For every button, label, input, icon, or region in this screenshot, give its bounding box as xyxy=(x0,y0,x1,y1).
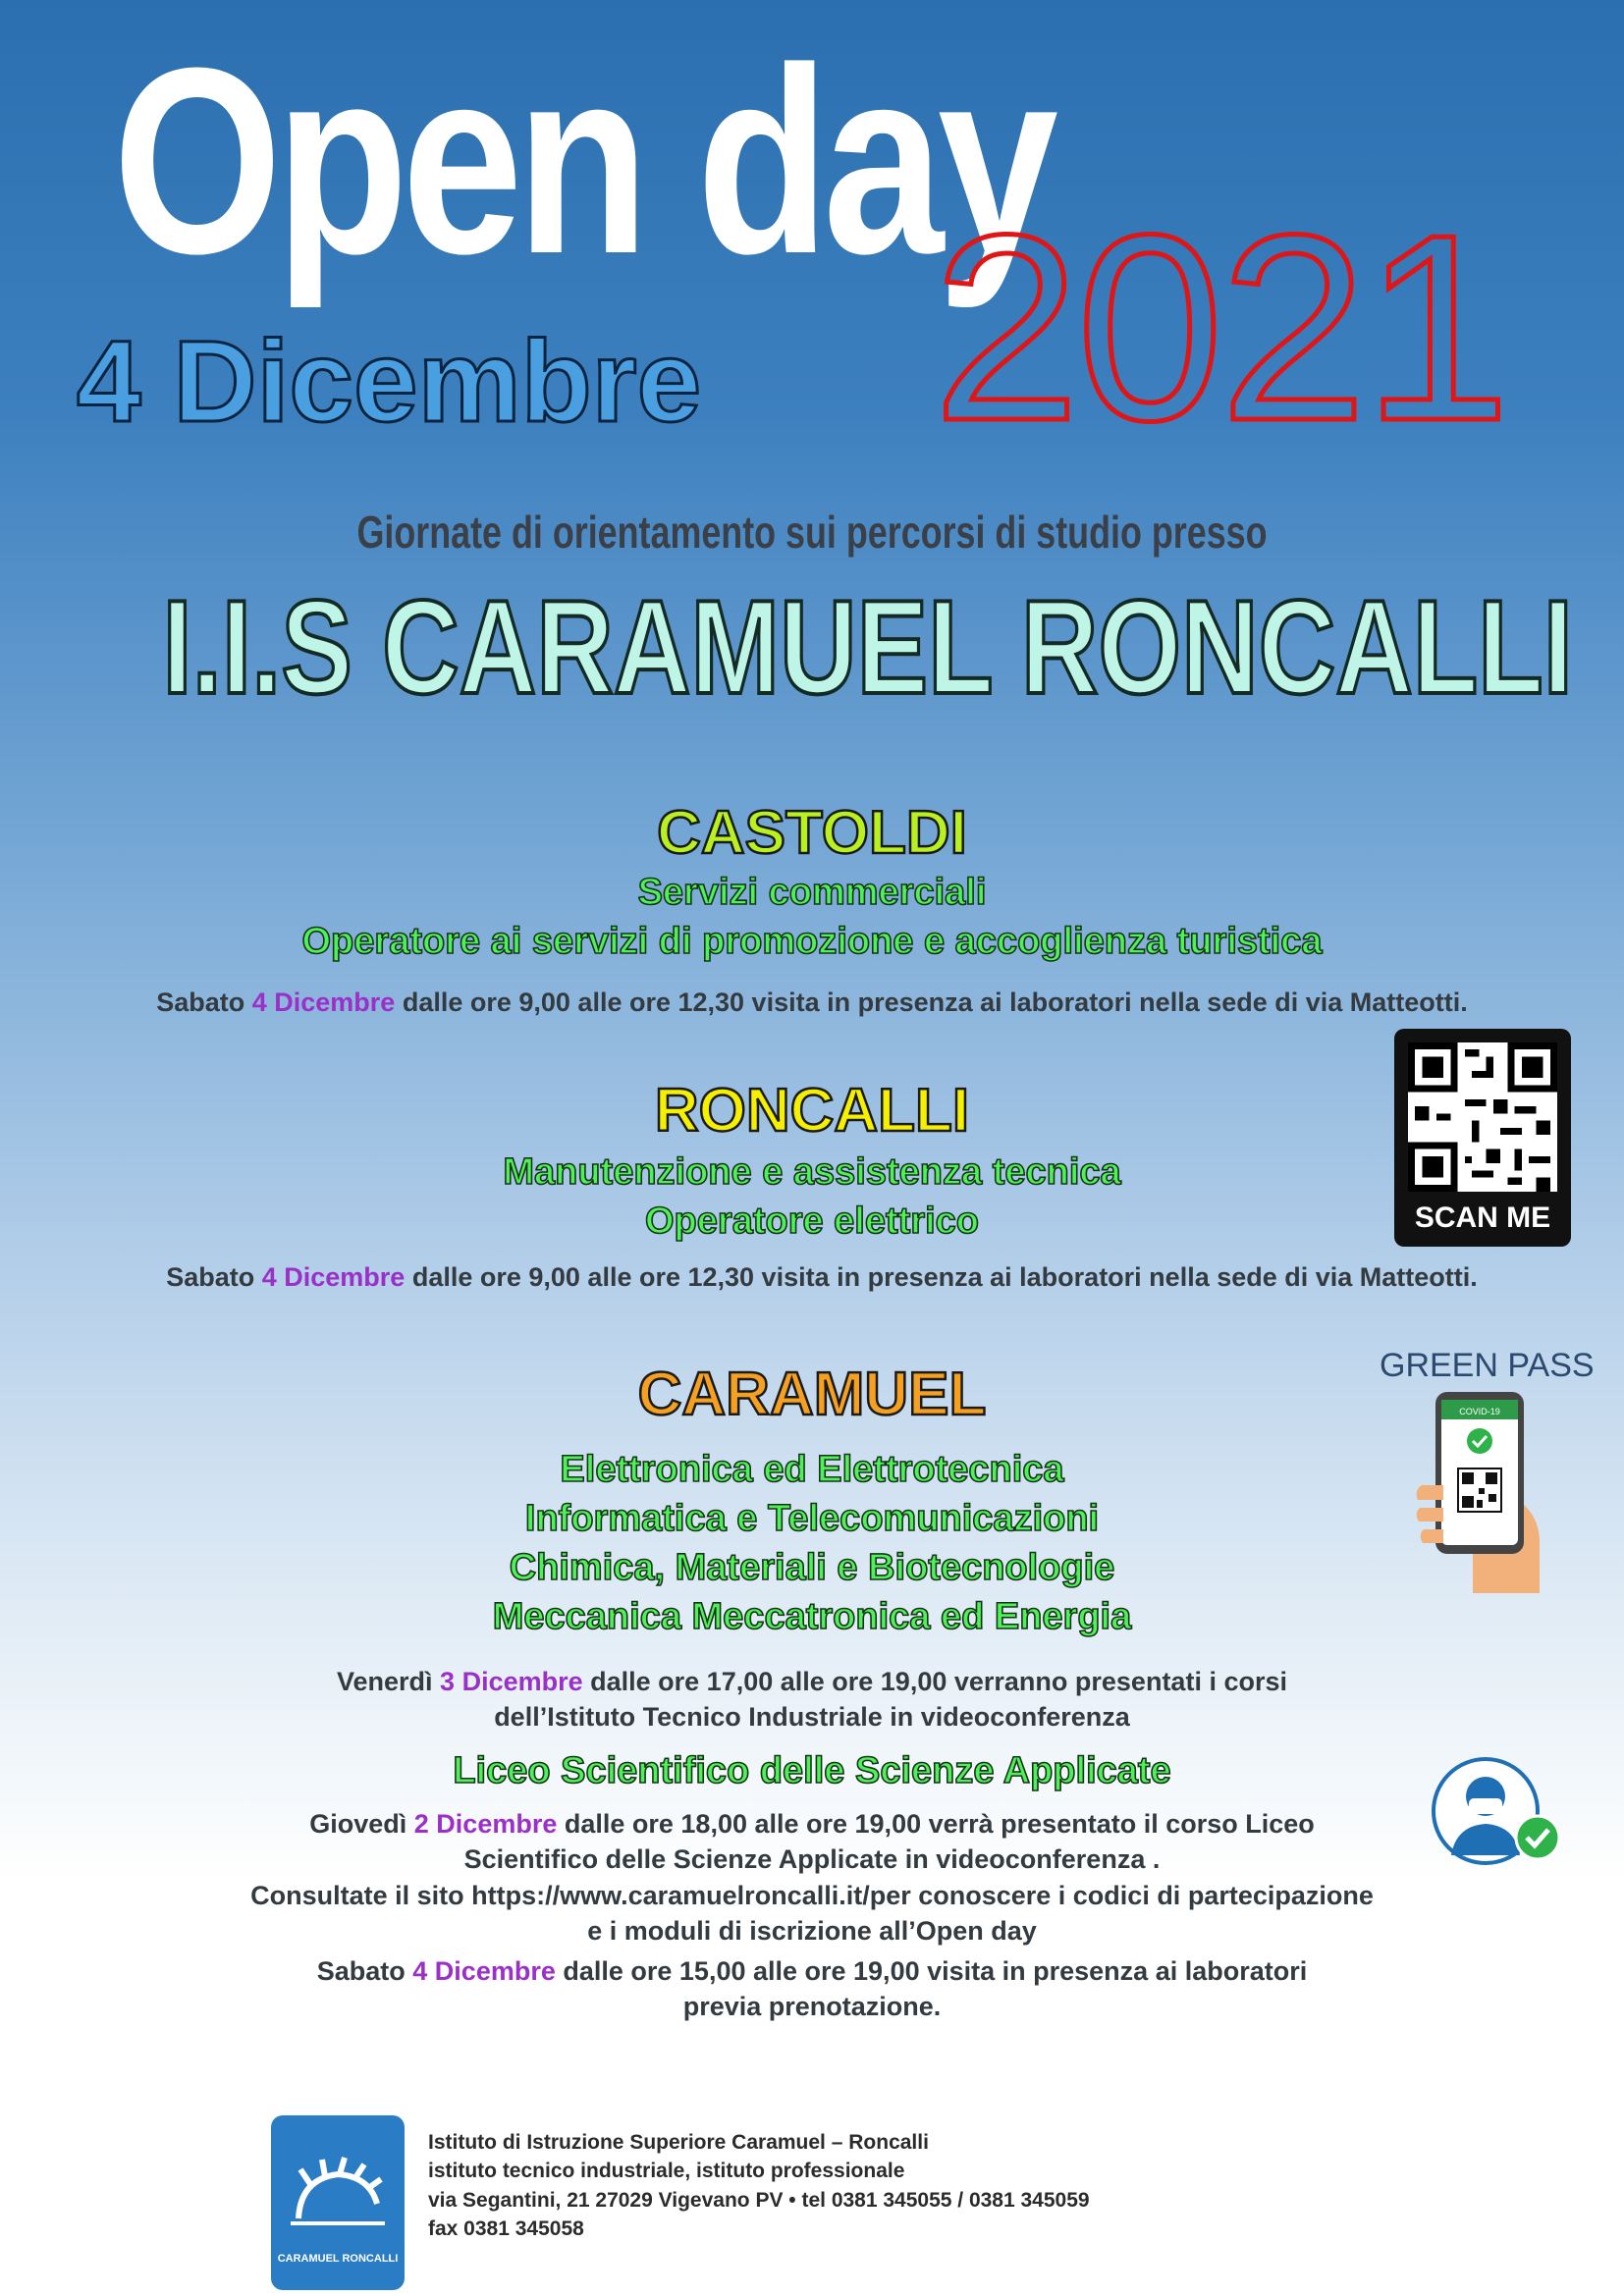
info-text: dalle ore 15,00 alle ore 19,00 visita in presenza ai laboratori xyxy=(555,1956,1308,1986)
info-prefix: Sabato xyxy=(316,1956,413,1986)
info-text: dalle ore 9,00 alle ore 12,30 visita in presenza ai laboratori nella sede di via Matteotti. xyxy=(395,988,1468,1017)
year-2021: 2021 xyxy=(933,181,1507,476)
liceo-title: Liceo Scientifico delle Scienze Applicate xyxy=(453,1750,1171,1791)
footer-line-1: Istituto di Istruzione Superiore Caramuel – Roncalli xyxy=(428,2131,929,2154)
caramuel-course-2: Informatica e Telecomunicazioni xyxy=(524,1498,1100,1539)
caramuel-course-3: Chimica, Materiali e Biotecnologie xyxy=(509,1547,1115,1588)
info-date: 3 Dicembre xyxy=(440,1667,583,1696)
info-text: dalle ore 17,00 alle ore 19,00 verranno presentati i corsi xyxy=(582,1667,1287,1696)
info-text: dalle ore 9,00 alle ore 12,30 visita in presenza ai laboratori nella sede di via Matteotti. xyxy=(405,1262,1478,1292)
info-text: dalle ore 18,00 alle ore 19,00 verrà presentato il corso Liceo xyxy=(557,1809,1315,1839)
event-date: 4 Dicembre xyxy=(77,317,702,447)
logo-text: CARAMUEL RONCALLI xyxy=(277,2253,399,2265)
info-date: 4 Dicembre xyxy=(412,1956,556,1986)
info-line-2: dell’Istituto Tecnico Industriale in videoconferenza xyxy=(494,1702,1130,1733)
info-prefix: Venerdì xyxy=(337,1667,441,1696)
footer-line-2: istituto tecnico industriale, istituto professionale xyxy=(428,2160,905,2183)
phone-covid-label: COVID-19 xyxy=(1459,1407,1500,1416)
castoldi-course-1: Servizi commerciali xyxy=(637,872,987,913)
qr-label: SCAN ME xyxy=(1414,1201,1551,1234)
caramuel-title: CARAMUEL xyxy=(637,1361,987,1428)
castoldi-info xyxy=(0,985,1624,1020)
title-open-day: Open day xyxy=(113,14,1053,309)
info-prefix: Sabato xyxy=(156,988,252,1017)
roncalli-course-2: Operatore elettrico xyxy=(645,1201,979,1242)
green-pass-label: GREEN PASS xyxy=(1380,1347,1595,1384)
footer-line-3: via Segantini, 21 27029 Vigevano PV • tel 0381 345055 / 0381 345059 xyxy=(428,2188,1090,2212)
castoldi-title: CASTOLDI xyxy=(657,799,967,867)
info-line-4: e i moduli di iscrizione all’Open day xyxy=(587,1916,1037,1947)
castoldi-course-2: Operatore ai servizi di promozione e accoglienza turistica xyxy=(301,921,1323,962)
caramuel-info-3 xyxy=(0,1953,1624,2025)
info-line-2: Scientifico delle Scienze Applicate in videoconferenza . xyxy=(463,1844,1161,1875)
subtitle: Giornate di orientamento sui percorsi di studio presso xyxy=(356,507,1268,558)
roncalli-course-1: Manutenzione e assistenza tecnica xyxy=(503,1151,1121,1193)
caramuel-course-1: Elettronica ed Elettrotecnica xyxy=(560,1449,1064,1490)
roncalli-info xyxy=(0,1259,1624,1295)
info-line-3: Consultate il sito https://www.caramuelroncalli.it/per conoscere i codici di partecipazione xyxy=(250,1880,1374,1910)
caramuel-info-2 xyxy=(0,1806,1624,1949)
info-date: 2 Dicembre xyxy=(413,1809,558,1839)
school-logo xyxy=(271,2115,405,2290)
caramuel-course-4: Meccanica Meccatronica ed Energia xyxy=(492,1596,1132,1637)
roncalli-title: RONCALLI xyxy=(654,1077,970,1145)
info-date: 4 Dicembre xyxy=(261,1262,406,1292)
info-date: 4 Dicembre xyxy=(251,988,396,1017)
footer-address xyxy=(428,2128,1090,2244)
info-line-2: previa prenotazione. xyxy=(682,1992,942,2022)
school-name: I.I.S CARAMUEL RONCALLI xyxy=(162,572,1573,721)
caramuel-info-1 xyxy=(0,1664,1624,1735)
info-prefix: Giovedì xyxy=(309,1809,414,1839)
footer-line-4: fax 0381 345058 xyxy=(428,2217,584,2241)
info-prefix: Sabato xyxy=(166,1262,262,1292)
